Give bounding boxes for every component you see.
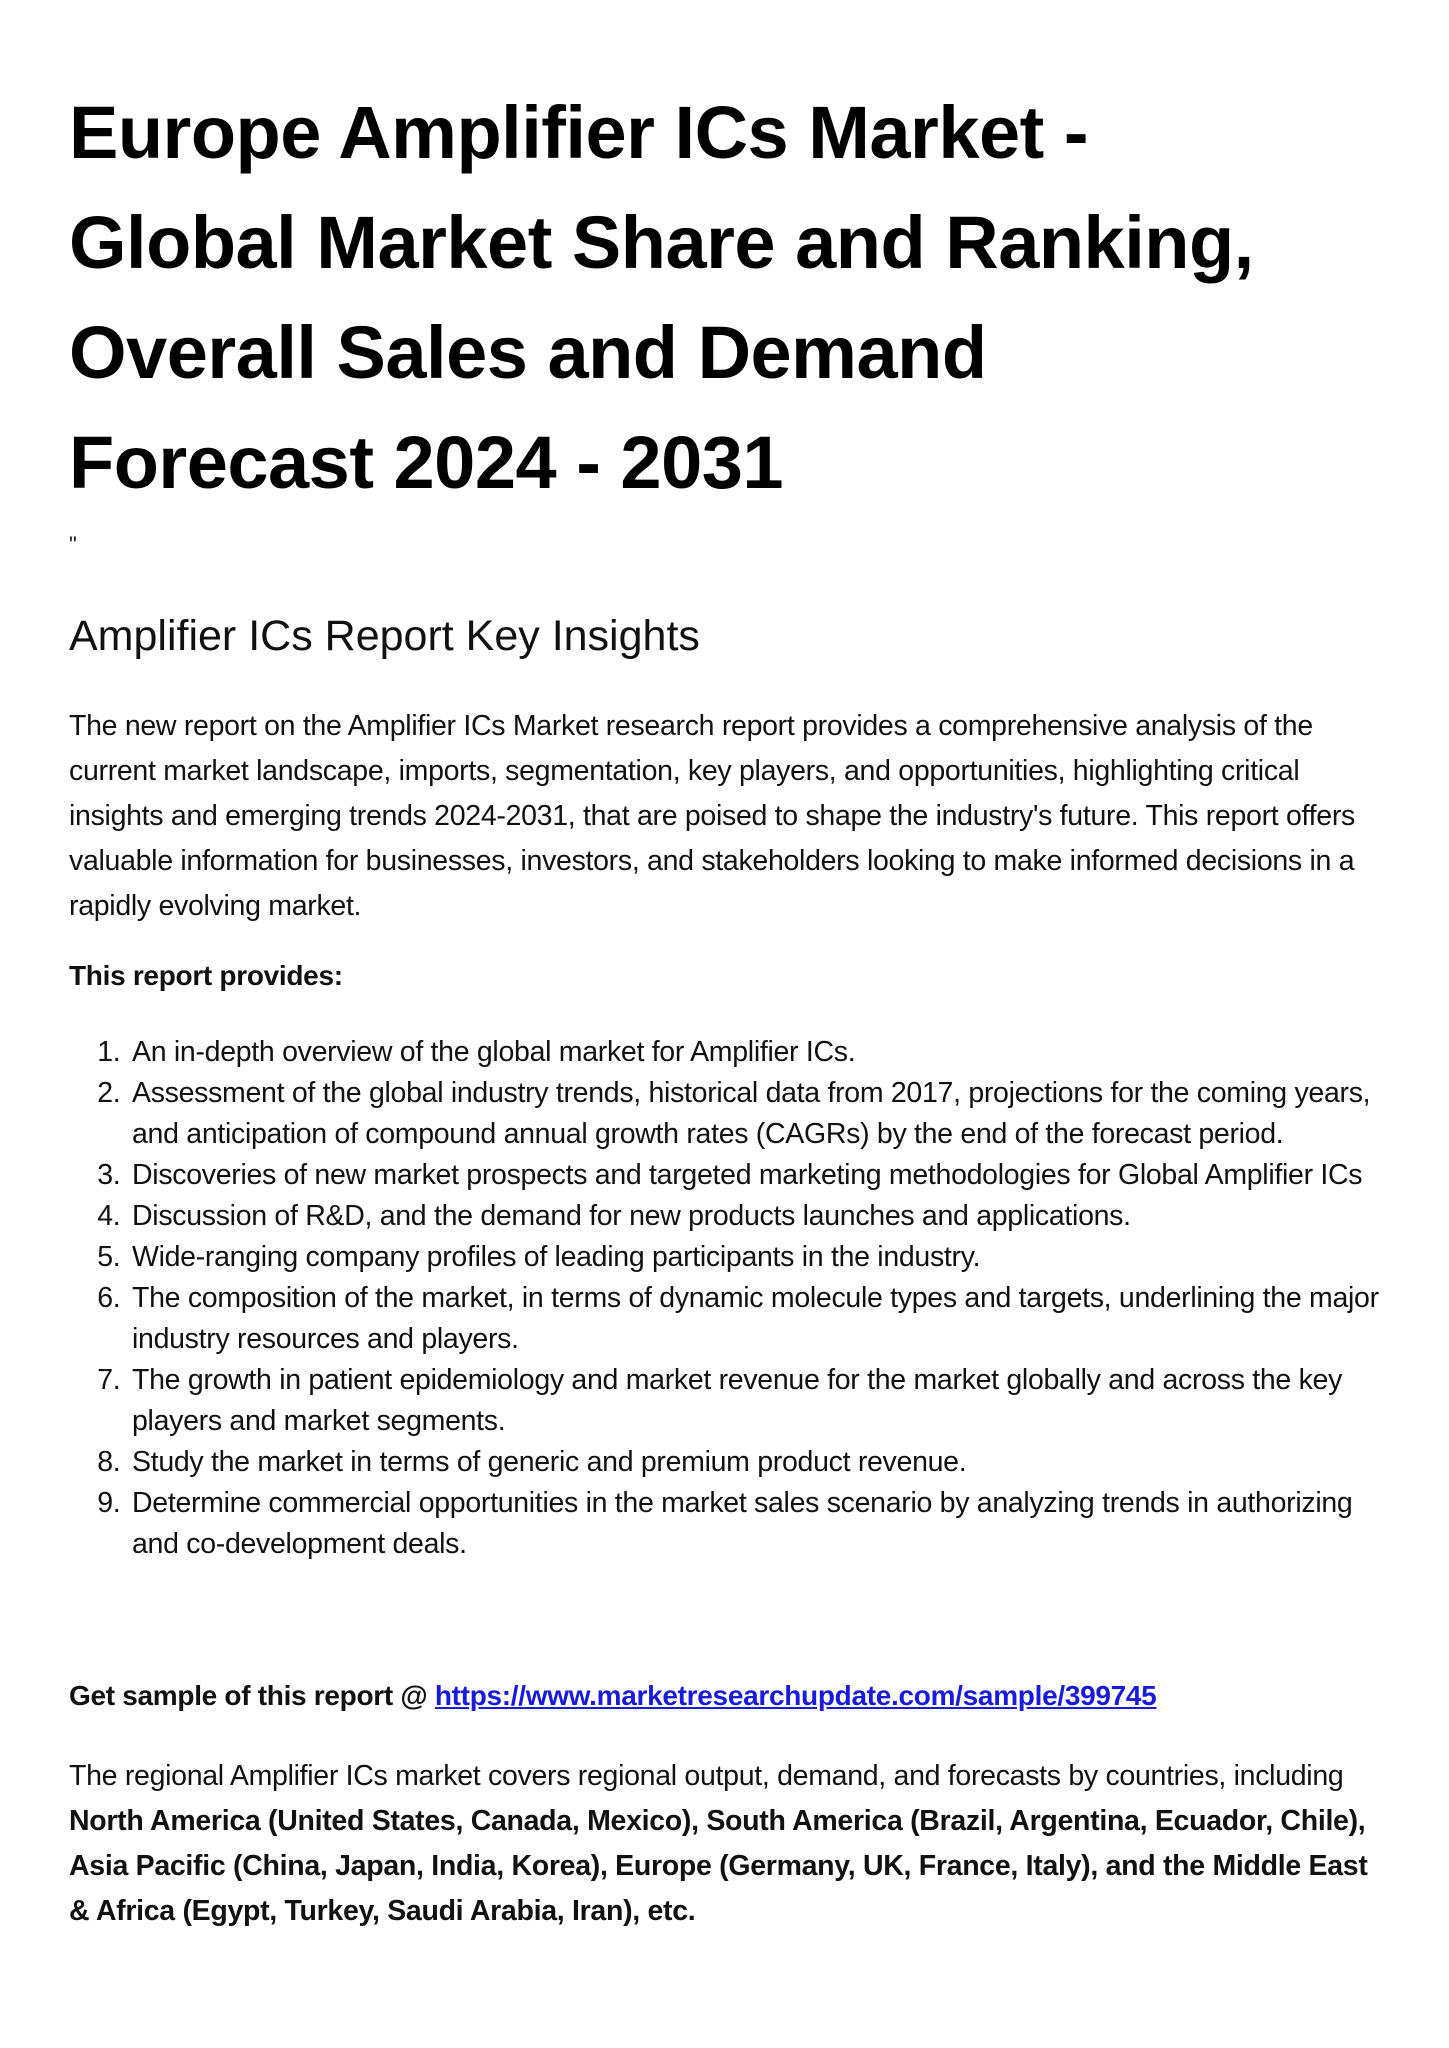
list-item: 8. Study the market in terms of generic and premium product revenue. [128, 1442, 1398, 1483]
list-item: 4. Discussion of R&D, and the demand for new products launches and applications. [128, 1196, 1398, 1237]
title-line: Global Market Share and Ranking, [69, 201, 1254, 284]
section-heading: Amplifier ICs Report Key Insights [69, 612, 700, 660]
list-item: 1. An in-depth overview of the global market for Amplifier ICs. [128, 1032, 1398, 1073]
list-item: 5. Wide-ranging company profiles of leading participants in the industry. [128, 1237, 1398, 1278]
list-item: 9. Determine commercial opportunities in the market sales scenario by analyzing trends in authorizing and co-development deals. [128, 1483, 1398, 1565]
regional-paragraph [69, 1754, 1389, 1934]
sample-label: Get sample of this report @ [69, 1680, 435, 1711]
list-item: 6. The composition of the market, in terms of dynamic molecule types and targets, underlining the major industry resources and players. [128, 1278, 1398, 1360]
list-item: 3. Discoveries of new market prospects and targeted marketing methodologies for Global Amplifier ICs [128, 1155, 1398, 1196]
page-title [69, 78, 1254, 518]
regional-list: North America (United States, Canada, Mexico), South America (Brazil, Argentina, Ecuador, Chile), Asia Pacific (China, Japan, India, Korea), Europe (Germany, UK, France, Italy), and the Middle East & Africa (Egypt, Turkey, Saudi Arabia, Iran), etc. [69, 1805, 1368, 1927]
list-item: 2. Assessment of the global industry trends, historical data from 2017, projections for the coming years, and anticipation of compound annual growth rates (CAGRs) by the end of the forecast period. [128, 1073, 1398, 1155]
provides-list [69, 1032, 1398, 1565]
title-line: Europe Amplifier ICs Market - [69, 91, 1088, 174]
intro-paragraph: The new report on the Amplifier ICs Market research report provides a comprehensive analysis of the current market landscape, imports, segmentation, key players, and opportunities, highlighting critical insights and emerging trends 2024-2031, that are poised to shape the industry's future. This report offers valuable information for businesses, investors, and stakeholders looking to make informed decisions in a rapidly evolving market. [69, 710, 1355, 922]
provides-label: This report provides: [69, 960, 343, 991]
sample-link[interactable]: https://www.marketresearchupdate.com/sample/399745 [434, 1680, 1157, 1711]
stray-quote: " [69, 532, 77, 557]
title-line: Forecast 2024 - 2031 [69, 421, 784, 504]
title-line: Overall Sales and Demand [69, 311, 987, 394]
sample-line [69, 1680, 1156, 1712]
regional-intro: The regional Amplifier ICs market covers regional output, demand, and forecasts by countries, including [69, 1760, 1344, 1792]
list-item: 7. The growth in patient epidemiology and market revenue for the market globally and across the key players and market segments. [128, 1360, 1398, 1442]
